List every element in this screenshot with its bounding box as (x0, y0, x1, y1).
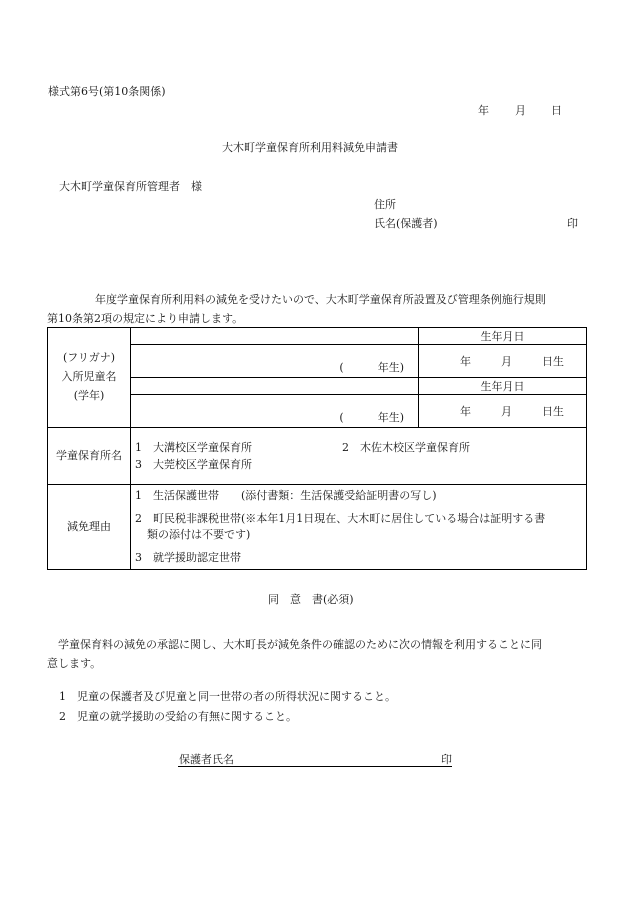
child1-furigana-field[interactable] (131, 328, 419, 345)
child2-bd-month: 月 (501, 405, 512, 418)
application-table (47, 327, 587, 570)
form-number: 様式第6号(第10条関係) (48, 85, 166, 98)
child2-birthdate-header: 生年月日 (419, 378, 587, 395)
reason-options-cell (131, 485, 587, 570)
school-option-2[interactable]: 2 木佐木校区学童保育所 (342, 440, 470, 454)
consent-line-2: 意します。 (47, 657, 102, 671)
address-label: 住所 (374, 198, 396, 211)
child2-name-field[interactable] (131, 395, 419, 428)
applicant-name-label: 氏名(保護者) (374, 217, 438, 230)
consent-line-1: 学童保育料の減免の承認に関し、大木町長が減免条件の確認のために次の情報を利用することに同 (58, 638, 542, 651)
consent-body (47, 635, 587, 674)
school-option-3[interactable]: 3 大莞校区学童保育所 (135, 458, 252, 471)
consent-title: 同 意 書(必須) (268, 593, 354, 606)
child1-name-field[interactable] (131, 345, 419, 378)
guardian-signature-label: 保護者氏名 (179, 753, 234, 766)
school-options-cell (131, 428, 587, 485)
school-label: 学童保育所名 (48, 428, 131, 485)
child-name-label: 入所児童名 (61, 370, 117, 384)
consent-item-1: 1 児童の保護者及び児童と同一世帯の者の所得状況に関すること。 (59, 690, 396, 703)
furigana-label: (フリガナ) (62, 351, 116, 365)
child1-bd-year: 年 (460, 355, 471, 368)
child2-furigana-field[interactable] (131, 378, 419, 395)
document-title: 大木町学童保育所利用料減免申請書 (222, 141, 398, 154)
child1-birthdate-field[interactable] (419, 345, 587, 378)
child-name-label-cell (48, 328, 131, 428)
reason-option-1[interactable]: 1 生活保護世帯 (添付書類：生活保護受給証明書の写し) (135, 489, 437, 502)
child1-grade (339, 359, 404, 375)
reason-label: 減免理由 (48, 485, 131, 570)
intro-line-2: 第10条第2項の規定により申請します。 (47, 312, 244, 325)
child1-grade-close: 年生) (377, 361, 404, 374)
date-month-label: 月 (515, 104, 526, 117)
addressee: 大木町学童保育所管理者 様 (59, 180, 202, 193)
consent-item-2: 2 児童の就学援助の受給の有無に関すること。 (59, 710, 297, 723)
applicant-seal: 印 (567, 217, 578, 230)
reason-option-2[interactable]: 2 町民税非課税世帯(※本年1月1日現在、大木町に居住している場合は証明する書 (135, 511, 546, 525)
reason-option-2-cont: 類の添付は不要です) (147, 527, 251, 541)
child1-bd-day: 日生 (542, 355, 564, 368)
school-option-1[interactable]: 1 大溝校区学童保育所 (135, 440, 252, 454)
child2-grade (339, 409, 404, 425)
child2-bd-day: 日生 (542, 405, 564, 418)
guardian-seal: 印 (441, 753, 452, 766)
child2-bd-year: 年 (460, 405, 471, 418)
child2-birthdate-field[interactable] (419, 395, 587, 428)
date-day-label: 日 (551, 104, 562, 117)
grade-label: (学年) (73, 388, 105, 402)
intro-line-1: 年度学童保育所利用料の減免を受けたいので、大木町学童保育所設置及び管理条例施行規則 (95, 293, 546, 306)
date-year-label: 年 (478, 104, 489, 117)
child2-grade-close: 年生) (377, 411, 404, 424)
signature-line[interactable] (178, 766, 452, 767)
child1-birthdate-header: 生年月日 (419, 328, 587, 345)
reason-option-3[interactable]: 3 就学援助認定世帯 (135, 550, 241, 564)
child2-grade-open: ( (339, 411, 344, 424)
child1-grade-open: ( (339, 361, 344, 374)
child1-bd-month: 月 (501, 355, 512, 368)
